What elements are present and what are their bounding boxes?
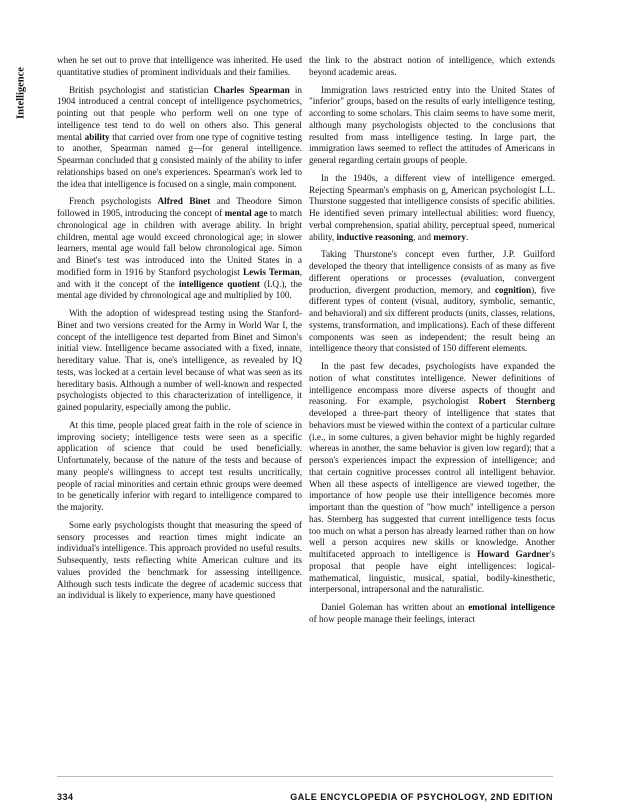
- paragraph: British psychologist and statistician Charles Spearman in 1904 introduced a central concept of intelligence psychometrics, pointing out that people who perform well on one type of intelligence test tend to do well on others also. This general mental ability that carried over from one type of cognitive testing to another, Spearman named g—for general intelligence. Spearman concluded that g consisted mainly of the ability to infer relationships based on one's experiences. Spearman's work led to the idea that intelligence is focused on a single, main component.: [57, 84, 302, 189]
- paragraph: Taking Thurstone's concept even further, J.P. Guilford developed the theory that intelligence consists of as many as five different operations or processes (evaluation, convergent production, divergent production, memory, and cognition), five different types of content (visual, auditory, symbolic, semantic, and behavioral) and six different products (units, classes, relations, systems, transformation, and implications). Each of these different components was seen as independent; the result being an intelligence theory that consisted of 150 different elements.: [309, 249, 555, 354]
- link-term: Alfred Binet: [157, 196, 211, 207]
- link-term: Lewis Terman: [242, 266, 300, 277]
- link-term: cognition: [494, 284, 532, 295]
- right-column: [309, 55, 555, 632]
- page-number: 334: [57, 792, 74, 802]
- paragraph: Daniel Goleman has written about an emotional intelligence of how people manage their feelings, interact: [309, 602, 555, 624]
- paragraph: With the adoption of widespread testing using the Stanford-Binet and two versions created for the Army in World War I, the concept of the intelligence test departed from Binet and Simon's initial view. Intelligence became associated with a fixed, innate, hereditary value. That is, one's intelligence, as revealed by IQ tests, was locked at a certain level because of what was seen as its hereditary basis. Although a number of well-known and respected psychologists objected to this characterization of intelligence, it gained popularity, especially among the public.: [57, 308, 302, 412]
- running-head: Intelligence: [15, 67, 27, 119]
- link-term: memory: [433, 231, 466, 242]
- link-term: intelligence quotient: [178, 278, 260, 289]
- link-term: Charles Spearman: [213, 84, 290, 95]
- footer-divider: [57, 776, 553, 777]
- link-term: ability: [84, 131, 110, 142]
- running-head-tab: [14, 62, 28, 124]
- link-term: emotional intelligence: [468, 602, 555, 612]
- paragraph: Immigration laws restricted entry into the United States of "inferior" groups, based on the results of early intelligence testing, according to some scholars. This claim seems to have some merit, although many psychologists objected to the conclusions that resulted from mass intelligence testing. In large part, the immigration laws seemed to reflect the attitudes of Americans in general regarding certain groups of people.: [309, 84, 555, 165]
- left-column: [57, 55, 302, 608]
- paragraph: Some early psychologists thought that measuring the speed of sensory processes and reaction times might indicate an individual's intelligence. This approach provided no useful results. Subsequently, tests reflecting white American culture and its values provided the benchmark for assessing intelligence. Although such tests indicate the degree of academic success that an individual is likely to experience, many have questioned: [57, 519, 302, 601]
- paragraph: when he set out to prove that intelligence was inherited. He used quantitative studies of prominent individuals and their families.: [57, 55, 302, 77]
- link-term: Howard Gardner: [476, 549, 550, 559]
- paragraph: the link to the abstract notion of intelligence, which extends beyond academic areas.: [309, 55, 555, 77]
- paragraph: In the past few decades, psychologists have expanded the notion of what constitutes intelligence. Newer definitions of intelligence encompass more diverse aspects of thought and reasoning. For example, psychologist Robert Sternberg developed a three-part theory of intelligence that states that behaviors must be viewed within the context of a particular culture (i.e., in some cultures, a given behavior might be highly regarded whereas in another, the same behavior is given low regard); that a person's experiences impact the expression of intelligence; and that certain cognitive processes control all intelligent behavior. When all these aspects of intelligence are viewed together, the importance of how people use their intelligence becomes more important than the question of "how much" intelligence a person has. Sternberg has suggested that current intelligence tests focus too much on what a person has already learned rather than on how well a person acquires new skills or knowledge. Another multifaceted approach to intelligence is Howard Gardner's proposal that people have eight intelligences: logical-mathematical, linguistic, musical, spatial, bodily-kinesthetic, interpersonal, intrapersonal and the naturalistic.: [309, 361, 555, 595]
- link-term: inductive reasoning: [336, 231, 414, 242]
- paragraph: At this time, people placed great faith in the role of science in improving society; intelligence tests were seen as a specific application of science that could be used beneficially. Unfortunately, because of the nature of the tests and because of many people's willingness to accept test results uncritically, people of racial minorities and certain ethnic groups were deemed to be genetically inferior with regard to intelligence compared to the majority.: [57, 419, 302, 512]
- publication-title: GALE ENCYCLOPEDIA OF PSYCHOLOGY, 2ND EDITION: [290, 792, 553, 802]
- link-term: mental age: [224, 208, 268, 218]
- link-term: Robert Sternberg: [478, 396, 555, 407]
- paragraph: French psychologists Alfred Binet and Theodore Simon followed in 1905, introducing the concept of mental age to match chronological age in children with average ability. In bright children, mental age would exceed chronological age; in slower learners, mental age would fall below chronological age. Simon and Binet's test was introduced into the United States in a modified form in 1916 by Stanford psychologist Lewis Terman, and with it the concept of the intelligence quotient (I.Q.), the mental age divided by chronological age and multiplied by 100.: [57, 196, 303, 301]
- paragraph: In the 1940s, a different view of intelligence emerged. Rejecting Spearman's emphasis on g, American psychologist L.L. Thurstone suggested that intelligence consists of specific abilities. He identified seven primary intellectual abilities: word fluency, verbal comprehension, spatial ability, perceptual speed, numerical ability, inductive reasoning, and memory.: [309, 172, 555, 242]
